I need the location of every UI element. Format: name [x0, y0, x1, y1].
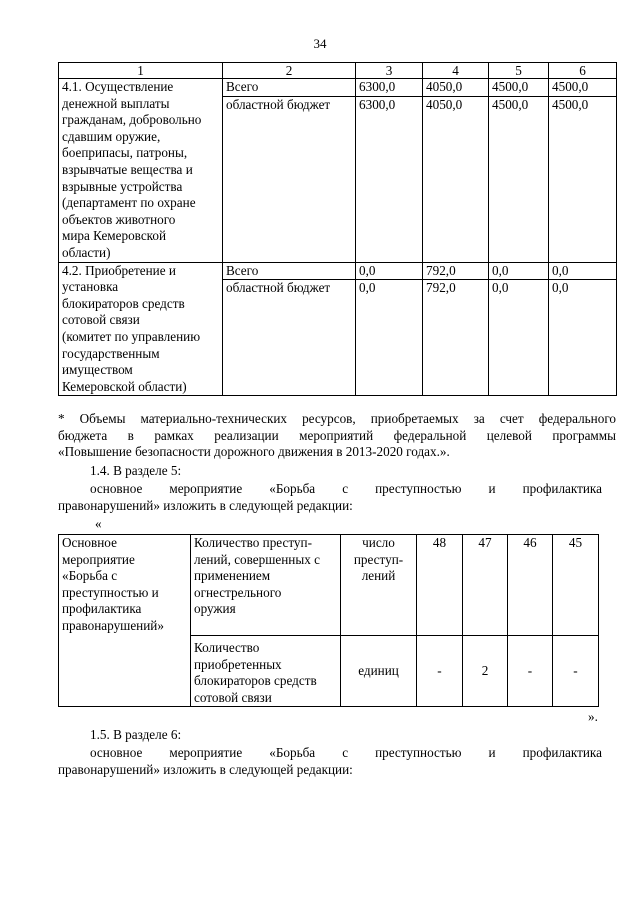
indicators-table — [58, 534, 599, 707]
open-quote: « — [95, 516, 102, 531]
value-cell: 45 — [553, 535, 599, 636]
footnote-line: бюджета в рамках реализации мероприятий федеральной целевой программы — [58, 427, 616, 443]
indicator-name: Количество преступ- лений, совершенных с применением огнестрельного оружия — [191, 535, 341, 636]
indicator-unit: число преступ- лений — [341, 535, 417, 636]
col-header: 3 — [356, 63, 423, 79]
section-1-5-text: основное мероприятие «Борьба с преступностью и профилактика — [90, 745, 602, 760]
value-cell: 4500,0 — [549, 79, 617, 97]
col-header: 2 — [223, 63, 356, 79]
value-cell: 792,0 — [423, 262, 489, 280]
footnote-line: * Объемы материально-технических ресурсов, приобретаемых за счет федерального — [58, 411, 616, 426]
funding-source: Всего — [223, 79, 356, 97]
value-cell: 0,0 — [356, 280, 423, 396]
table-row — [59, 535, 599, 636]
funding-source: Всего — [223, 262, 356, 280]
value-cell: 46 — [508, 535, 553, 636]
value-cell: 4500,0 — [489, 79, 549, 97]
value-cell: 48 — [417, 535, 463, 636]
indicator-unit: единиц — [341, 636, 417, 707]
section-1-4-heading: 1.4. В разделе 5: — [90, 463, 182, 478]
value-cell: 4500,0 — [489, 96, 549, 262]
value-cell: 4050,0 — [423, 96, 489, 262]
value-cell: 0,0 — [489, 280, 549, 396]
value-cell: 0,0 — [549, 280, 617, 396]
value-cell: 0,0 — [489, 262, 549, 280]
close-quote: ». — [588, 709, 598, 724]
measure-label-4-2: 4.2. Приобретение и установка блокираторов средств сотовой связи (комитет по управлению государственным имуществом Кемеровской области) — [59, 262, 223, 396]
value-cell: - — [553, 636, 599, 707]
indicator-name: Количество приобретенных блокираторов средств сотовой связи — [191, 636, 341, 707]
value-cell: 0,0 — [356, 262, 423, 280]
table-row — [59, 79, 617, 97]
col-header: 6 — [549, 63, 617, 79]
resources-table — [58, 62, 617, 396]
measure-label: Основное мероприятие «Борьба с преступностью и профилактика правонарушений» — [59, 535, 191, 707]
value-cell: 6300,0 — [356, 96, 423, 262]
value-cell: 4050,0 — [423, 79, 489, 97]
funding-source: областной бюджет — [223, 280, 356, 396]
col-header: 1 — [59, 63, 223, 79]
value-cell: 47 — [463, 535, 508, 636]
value-cell: 6300,0 — [356, 79, 423, 97]
value-cell: - — [417, 636, 463, 707]
col-header: 5 — [489, 63, 549, 79]
table-row — [59, 262, 617, 280]
footnote-line: «Повышение безопасности дорожного движения в 2013-2020 годах.». — [58, 444, 450, 460]
funding-source: областной бюджет — [223, 96, 356, 262]
section-1-4-text: основное мероприятие «Борьба с преступностью и профилактика — [90, 481, 602, 496]
page-number: 34 — [313, 36, 327, 51]
value-cell: 4500,0 — [549, 96, 617, 262]
value-cell: 2 — [463, 636, 508, 707]
value-cell: - — [508, 636, 553, 707]
section-1-5-heading: 1.5. В разделе 6: — [90, 727, 182, 742]
measure-label-4-1: 4.1. Осуществление денежной выплаты гражданам, добровольно сдавшим оружие, боеприпасы, патроны, взрывчатые вещества и взрывные устройства (департамент по охране объектов животного мира Кемеровской области) — [59, 79, 223, 263]
section-1-5-text: правонарушений» изложить в следующей редакции: — [58, 762, 353, 777]
section-1-4-text: правонарушений» изложить в следующей редакции: — [58, 498, 353, 513]
col-header: 4 — [423, 63, 489, 79]
value-cell: 792,0 — [423, 280, 489, 396]
table-header-row — [59, 63, 617, 79]
value-cell: 0,0 — [549, 262, 617, 280]
footnote — [58, 411, 616, 461]
